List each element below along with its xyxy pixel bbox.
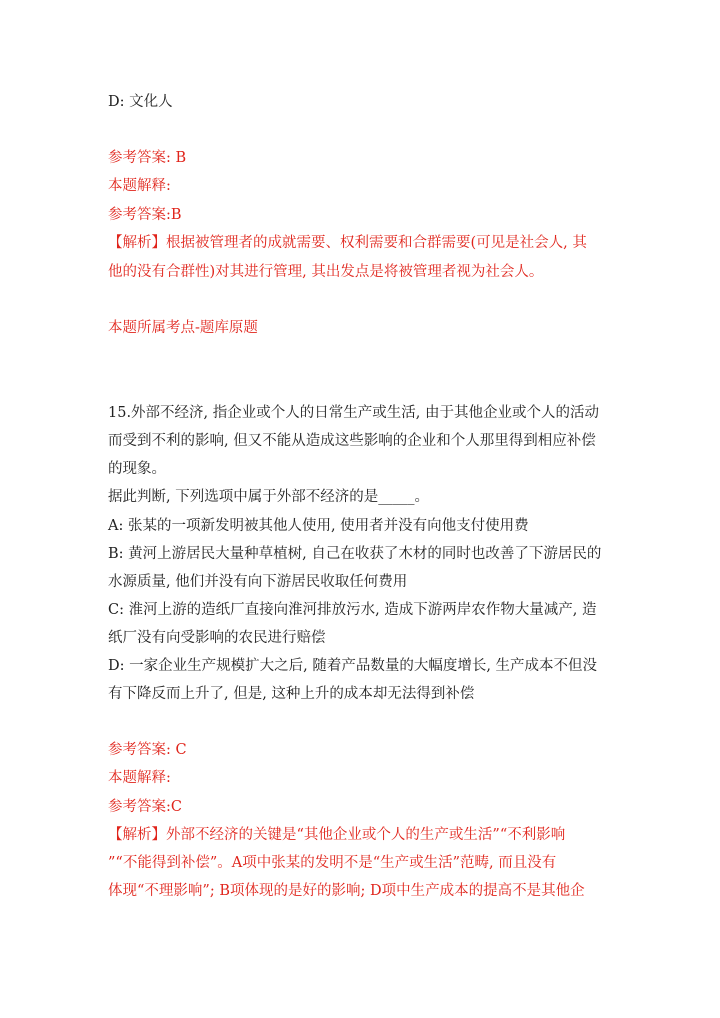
prev-explanation-label: 本题解释: bbox=[108, 178, 171, 194]
q15-answer-short: 参考答案:C bbox=[108, 799, 182, 815]
q15-option-c-line-1: C: 淮河上游的造纸厂直接向淮河排放污水, 造成下游两岸农作物大量减产, 造 bbox=[108, 602, 597, 618]
prev-analysis-line-2: 他的没有合群性)对其进行管理, 其出发点是将被管理者视为社会人。 bbox=[108, 264, 544, 280]
q15-analysis-line-1: 【解析】外部不经济的关键是“其他企业或个人的生产或生活”“不利影响 bbox=[108, 827, 566, 843]
q15-explanation-label: 本题解释: bbox=[108, 770, 171, 786]
prev-analysis-line-1: 【解析】根据被管理者的成就需要、权利需要和合群需要(可见是社会人, 其 bbox=[108, 235, 587, 251]
prev-answer: 参考答案: B bbox=[108, 150, 187, 166]
q15-analysis-line-3: 体现“不理影响”; B项体现的是好的影响; D项中生产成本的提高不是其他企 bbox=[108, 883, 585, 899]
q15-option-b-line-2: 水源质量, 他们并没有向下游居民收取任何费用 bbox=[108, 574, 408, 590]
q15-option-d-line-1: D: 一家企业生产规模扩大之后, 随着产品数量的大幅度增长, 生产成本不但没 bbox=[108, 658, 598, 674]
prev-option-d: D: 文化人 bbox=[108, 94, 173, 110]
q15-analysis-line-2: ”“不能得到补偿”。A项中张某的发明不是“生产或生活”范畴, 而且没有 bbox=[108, 855, 557, 871]
q15-option-c-line-2: 纸厂没有向受影响的农民进行赔偿 bbox=[108, 630, 326, 646]
q15-answer: 参考答案: C bbox=[108, 742, 187, 758]
prev-source: 本题所属考点-题库原题 bbox=[108, 320, 258, 336]
q15-option-b-line-1: B: 黄河上游居民大量种草植树, 自己在收获了木材的同时也改善了下游居民的 bbox=[108, 546, 602, 562]
q15-option-d-line-2: 有下降反而上升了, 但是, 这种上升的成本却无法得到补偿 bbox=[108, 686, 475, 702]
q15-stem-line-4: 据此判断, 下列选项中属于外部不经济的是_____。 bbox=[108, 489, 429, 505]
prev-answer-short: 参考答案:B bbox=[108, 207, 182, 223]
q15-option-a: A: 张某的一项新发明被其他人使用, 使用者并没有向他支付使用费 bbox=[108, 518, 529, 534]
q15-stem-line-2: 而受到不利的影响, 但又不能从造成这些影响的企业和个人那里得到相应补偿 bbox=[108, 433, 596, 449]
q15-stem-line-3: 的现象。 bbox=[108, 461, 166, 477]
q15-stem-line-1: 15.外部不经济, 指企业或个人的日常生产或生活, 由于其他企业或个人的活动 bbox=[108, 405, 599, 421]
